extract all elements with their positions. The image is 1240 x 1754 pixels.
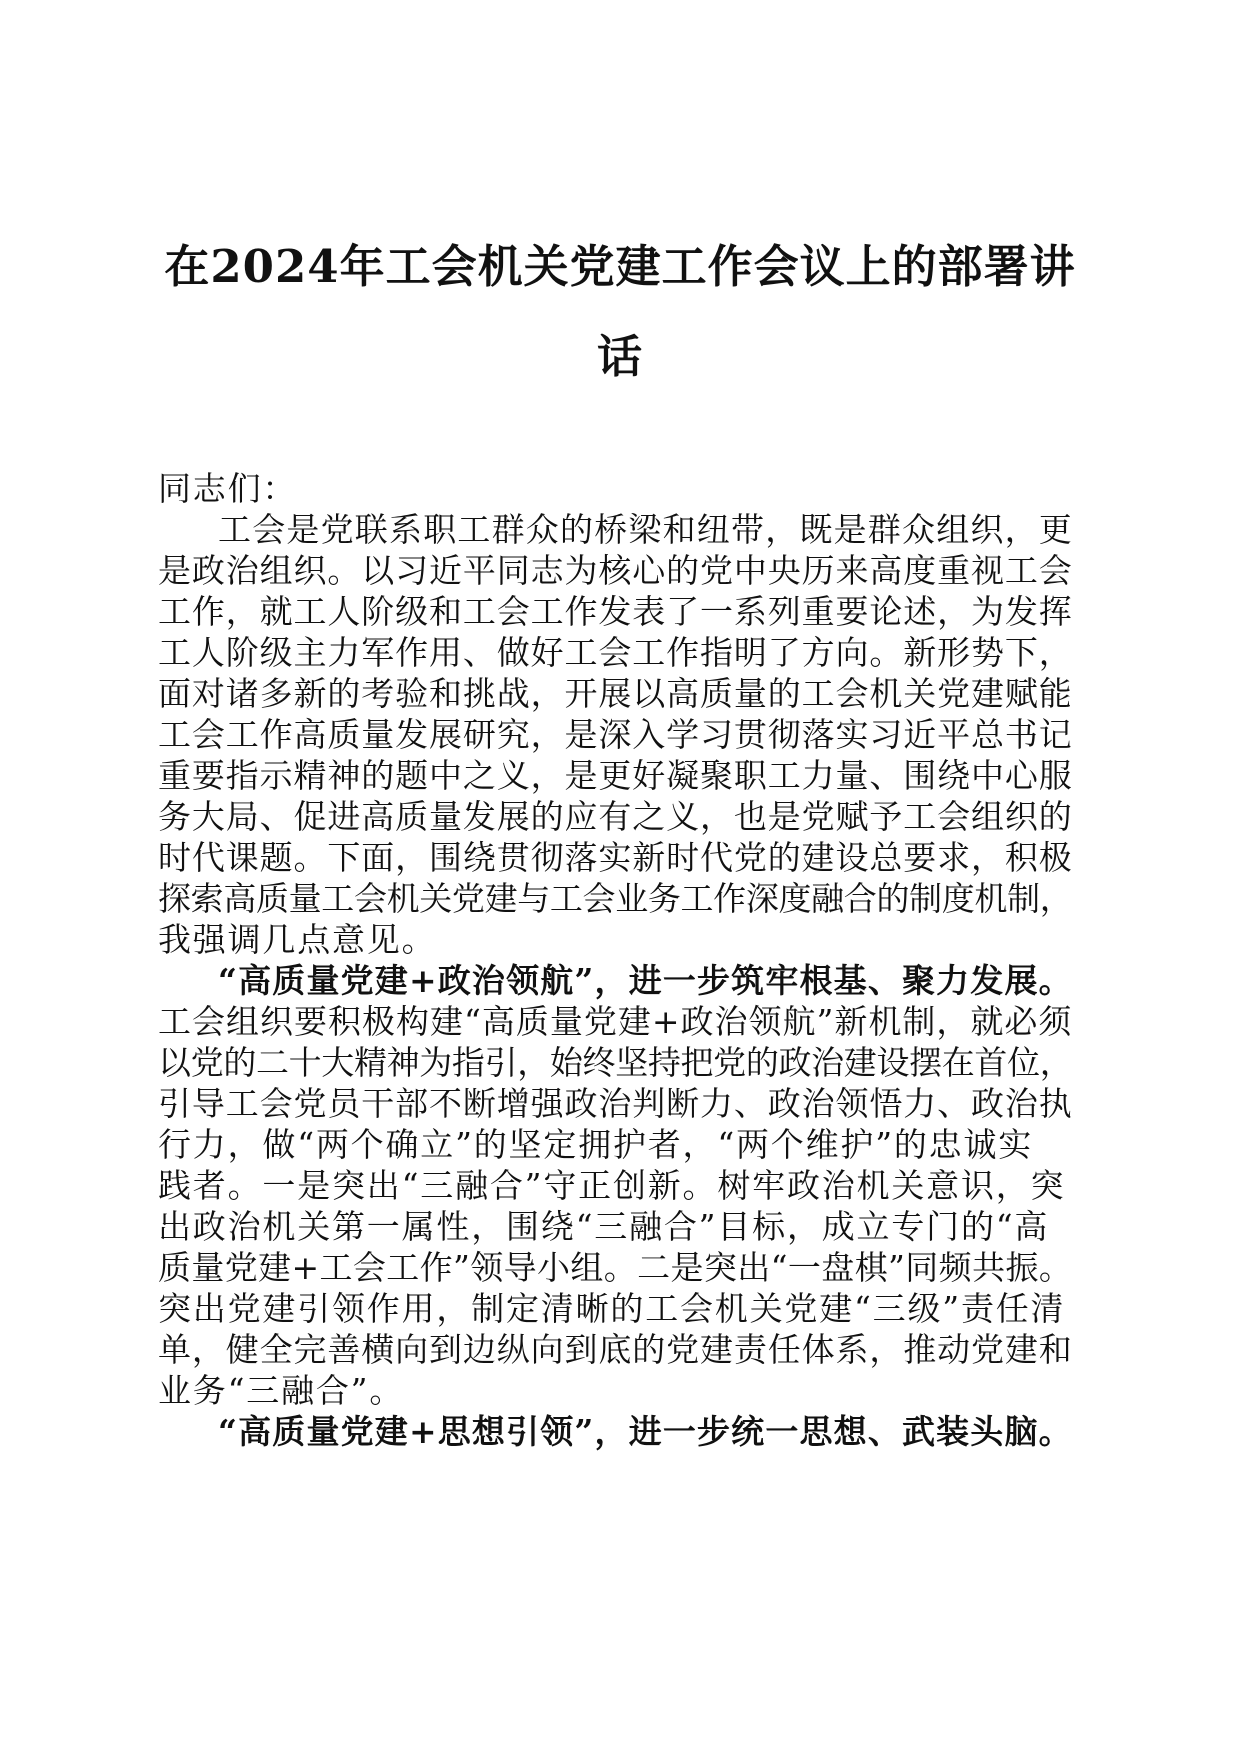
- paragraph-line: 工会组织要积极构建“高质量党建+政治领航”新机制，就必须: [158, 1002, 1073, 1041]
- title-line-2: 话: [596, 330, 643, 383]
- salutation: 同志们：: [158, 469, 298, 508]
- title-line-1: 在2024年工会机关党建工作会议上的部署讲: [164, 240, 1076, 293]
- paragraph-line: 突出党建引领作用，制定清晰的工会机关党建“三级”责任清: [158, 1289, 1066, 1328]
- paragraph-line: 时代课题。下面，围绕贯彻落实新时代党的建设总要求，积极: [158, 838, 1073, 877]
- paragraph-line: 探索高质量工会机关党建与工会业务工作深度融合的制度机制，: [158, 879, 1073, 918]
- paragraph-line: 是政治组织。以习近平同志为核心的党中央历来高度重视工会: [158, 551, 1073, 590]
- section-heading-political-navigation: “高质量党建+政治领航”，进一步筑牢根基、聚力发展。: [218, 961, 1073, 1000]
- paragraph-line: 工人阶级主力军作用、做好工会工作指明了方向。新形势下，: [158, 633, 1073, 672]
- paragraph-line: 业务“三融合”。: [158, 1371, 405, 1410]
- paragraph-line: 践者。一是突出“三融合”守正创新。树牢政治机关意识，突: [158, 1166, 1066, 1205]
- paragraph-line: 出政治机关第一属性，围绕“三融合”目标，成立专门的“高: [158, 1207, 1050, 1246]
- paragraph-line: 工会是党联系职工群众的桥梁和纽带，既是群众组织，更: [218, 510, 1073, 549]
- paragraph-line: 重要指示精神的题中之义，是更好凝聚职工力量、围绕中心服: [158, 756, 1073, 795]
- paragraph-line: 我强调几点意见。: [158, 920, 437, 959]
- paragraph-line: 质量党建+工会工作”领导小组。二是突出“一盘棋”同频共振。: [158, 1248, 1073, 1287]
- paragraph-line: 务大局、促进高质量发展的应有之义，也是党赋予工会组织的: [158, 797, 1073, 836]
- paragraph-line: 工会工作高质量发展研究，是深入学习贯彻落实习近平总书记: [158, 715, 1073, 754]
- speech-body: [158, 468, 1078, 1452]
- paragraph-line: 引导工会党员干部不断增强政治判断力、政治领悟力、政治执: [158, 1084, 1073, 1123]
- paragraph-line: 工作，就工人阶级和工会工作发表了一系列重要论述，为发挥: [158, 592, 1073, 631]
- paragraph-line: 以党的二十大精神为指引，始终坚持把党的政治建设摆在首位，: [158, 1043, 1073, 1082]
- section-heading-ideological-guidance: “高质量党建+思想引领”，进一步统一思想、武装头脑。: [218, 1412, 1073, 1451]
- paragraph-line: 单，健全完善横向到边纵向到底的党建责任体系，推动党建和: [158, 1330, 1073, 1369]
- paragraph-line: 面对诸多新的考验和挑战，开展以高质量的工会机关党建赋能: [158, 674, 1073, 713]
- document-title: [150, 222, 1090, 402]
- paragraph-line: 行力，做“两个确立”的坚定拥护者，“两个维护”的忠诚实: [158, 1125, 1034, 1164]
